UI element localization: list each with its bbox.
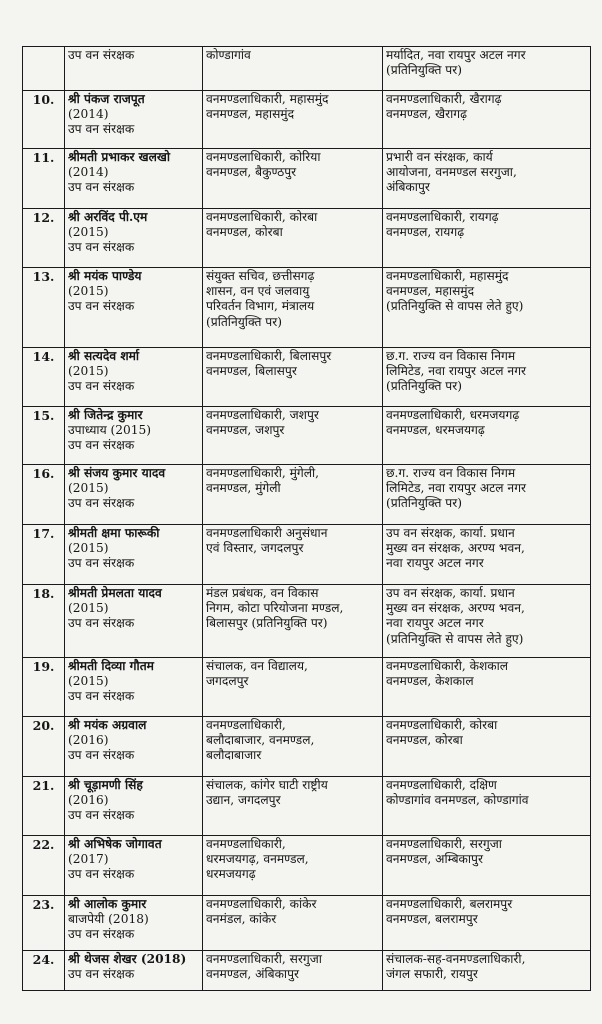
current-posting-line: वनमण्डलाधिकारी, कांकेर <box>206 897 317 911</box>
new-posting-line: वनमण्डल, कोरबा <box>386 733 463 748</box>
designation: उप वन संरक्षक <box>68 967 135 982</box>
serial-number: 16. <box>23 465 65 525</box>
transfer-table <box>22 46 591 991</box>
officer-name: श्री चूड़ामणी सिंह <box>68 778 143 792</box>
current-posting-line: वनमण्डलाधिकारी, जशपुर <box>206 408 319 422</box>
new-posting-cell <box>383 47 591 91</box>
officer-name: श्रीमती क्षमा फारूकी <box>68 526 160 540</box>
current-posting-line: वनमण्डल, अंबिकापुर <box>206 967 299 982</box>
designation: उप वन संरक्षक <box>68 689 135 704</box>
current-posting-line: वनमण्डलाधिकारी, महासमुंद <box>206 92 329 106</box>
officer-cell <box>65 348 203 407</box>
current-posting-line: वनमण्डलाधिकारी, सरगुजा <box>206 952 322 966</box>
officer-cell <box>65 209 203 268</box>
officer-batch: (2015) <box>68 364 109 379</box>
officer-batch: (2014) <box>68 107 109 122</box>
current-posting-cell <box>203 465 383 525</box>
officer-name: श्री मयंक पाण्डेय <box>68 269 142 283</box>
current-posting-cell <box>203 896 383 951</box>
current-posting-line: संचालक, वन विद्यालय, <box>206 659 308 673</box>
current-posting-line: शासन, वन एवं जलवायु <box>206 284 310 299</box>
table-row <box>23 836 591 896</box>
table-row <box>23 525 591 585</box>
table-row <box>23 951 591 991</box>
officer-cell <box>65 658 203 717</box>
current-posting-line: उद्यान, जगदलपुर <box>206 793 281 808</box>
designation: उप वन संरक्षक <box>68 808 135 823</box>
officer-batch: उपाध्याय (2015) <box>68 423 152 438</box>
current-posting-line: जगदलपुर <box>206 674 249 689</box>
serial-number: 21. <box>23 777 65 836</box>
designation: उप वन संरक्षक <box>68 299 135 314</box>
table-row <box>23 149 591 209</box>
officer-cell <box>65 149 203 209</box>
current-posting-cell <box>203 836 383 896</box>
new-posting-line: वनमण्डलाधिकारी, सरगुजा <box>386 837 502 851</box>
new-posting-line: वनमण्डलाधिकारी, धरमजयगढ़ <box>386 408 520 422</box>
serial-number: 13. <box>23 268 65 348</box>
new-posting-line: छ.ग. राज्य वन विकास निगम <box>386 466 516 480</box>
officer-name: श्री मयंक अग्रवाल <box>68 718 147 732</box>
new-posting-cell <box>383 717 591 777</box>
current-posting-cell <box>203 209 383 268</box>
new-posting-line: वनमण्डल, महासमुंद <box>386 284 475 299</box>
new-posting-line: मर्यादित, नवा रायपुर अटल नगर <box>386 48 526 62</box>
current-posting-cell <box>203 348 383 407</box>
officer-name: श्री अभिषेक जोगावत <box>68 837 162 851</box>
designation: उप वन संरक्षक <box>68 180 135 195</box>
new-posting-line: वनमण्डलाधिकारी, रायगढ़ <box>386 210 499 224</box>
serial-cell <box>23 47 65 91</box>
new-posting-line: वनमण्डलाधिकारी, कोरबा <box>386 718 498 732</box>
table-row <box>23 658 591 717</box>
officer-name: श्री सत्यदेव शर्मा <box>68 349 140 363</box>
new-posting-line: (प्रतिनियुक्ति से वापस लेते हुए) <box>386 299 524 314</box>
new-posting-cell <box>383 585 591 658</box>
officer-name: श्री जितेन्द्र कुमार <box>68 408 143 422</box>
serial-number: 20. <box>23 717 65 777</box>
officer-cell <box>65 525 203 585</box>
officer-batch: (2014) <box>68 165 109 180</box>
new-posting-line: (प्रतिनियुक्ति से वापस लेते हुए) <box>386 631 524 646</box>
new-posting-cell <box>383 348 591 407</box>
designation: उप वन संरक्षक <box>68 496 135 511</box>
serial-number: 14. <box>23 348 65 407</box>
officer-name: श्री पंकज राजपूत <box>68 92 145 106</box>
new-posting-line: उप वन संरक्षक, कार्या. प्रधान <box>386 526 515 540</box>
new-posting-line: (प्रतिनियुक्ति पर) <box>386 63 462 78</box>
new-posting-line: वनमण्डल, बलरामपुर <box>386 912 478 927</box>
officer-cell <box>65 268 203 348</box>
designation: उप वन संरक्षक <box>68 748 135 763</box>
current-posting-line: बलौदाबाजार <box>206 748 262 763</box>
current-posting-line: वनमण्डलाधिकारी, <box>206 718 286 732</box>
current-posting-line: वनमण्डलाधिकारी, मुंगेली, <box>206 466 320 480</box>
designation: उप वन संरक्षक <box>68 927 135 942</box>
current-posting-line: वनमण्डल, बैकुण्ठपुर <box>206 165 297 180</box>
table-row <box>23 585 591 658</box>
new-posting-line: आयोजना, वनमण्डल सरगुजा, <box>386 165 517 180</box>
new-posting-line: उप वन संरक्षक, कार्या. प्रधान <box>386 586 515 600</box>
new-posting-line: मुख्य वन संरक्षक, अरण्य भवन, <box>386 541 525 556</box>
current-posting-line: (प्रतिनियुक्ति पर) <box>206 314 282 329</box>
current-posting-line: एवं विस्तार, जगदलपुर <box>206 541 304 556</box>
officer-batch: बाजपेयी (2018) <box>68 912 149 927</box>
officer-cell <box>65 836 203 896</box>
current-posting-cell <box>203 658 383 717</box>
current-posting-line: धरमजयगढ़ <box>206 867 256 882</box>
new-posting-line: वनमण्डल, अम्बिकापुर <box>386 852 483 867</box>
new-posting-line: वनमण्डलाधिकारी, दक्षिण <box>386 778 497 792</box>
current-posting-cell <box>203 149 383 209</box>
officer-batch: (2015) <box>68 674 109 689</box>
officer-cell <box>65 91 203 149</box>
new-posting-line: वनमण्डल, धरमजयगढ़ <box>386 423 485 438</box>
new-posting-line: संचालक-सह-वनमण्डलाधिकारी, <box>386 952 526 966</box>
table-row <box>23 348 591 407</box>
new-posting-line: वनमण्डलाधिकारी, खैरागढ़ <box>386 92 502 106</box>
officer-name: श्रीमती प्रभाकर खलखो <box>68 150 171 164</box>
officer-name: श्रीमती दिव्या गौतम <box>68 659 154 673</box>
new-posting-cell <box>383 149 591 209</box>
serial-number: 10. <box>23 91 65 149</box>
officer-name: श्री थेजस शेखर (2018) <box>68 952 187 966</box>
current-posting-line: कोण्डागांव <box>206 48 251 62</box>
officer-name: श्री संजय कुमार यादव <box>68 466 166 480</box>
designation: उप वन संरक्षक <box>68 556 135 571</box>
current-posting-line: वनमण्डल, जशपुर <box>206 423 285 438</box>
officer-batch: (2015) <box>68 225 109 240</box>
officer-batch: (2016) <box>68 733 109 748</box>
current-posting-cell <box>203 268 383 348</box>
new-posting-line: वनमण्डलाधिकारी, महासमुंद <box>386 269 509 283</box>
new-posting-cell <box>383 836 591 896</box>
designation: उप वन संरक्षक <box>68 438 135 453</box>
current-posting-cell <box>203 407 383 465</box>
new-posting-line: वनमण्डलाधिकारी, बलरामपुर <box>386 897 513 911</box>
new-posting-cell <box>383 658 591 717</box>
table-row <box>23 465 591 525</box>
serial-number: 17. <box>23 525 65 585</box>
table-row-continued <box>23 47 591 91</box>
officer-cell <box>65 717 203 777</box>
serial-number: 23. <box>23 896 65 951</box>
officer-cell <box>65 407 203 465</box>
new-posting-cell <box>383 525 591 585</box>
serial-number: 15. <box>23 407 65 465</box>
new-posting-line: वनमण्डल, केशकाल <box>386 674 474 689</box>
officer-name: श्री आलोक कुमार <box>68 897 147 911</box>
new-posting-line: (प्रतिनियुक्ति पर) <box>386 379 462 394</box>
new-posting-line: वनमण्डल, खैरागढ़ <box>386 107 467 122</box>
current-posting-line: वनमण्डल, मुंगेली <box>206 481 281 496</box>
current-posting-line: वनमण्डलाधिकारी, बिलासपुर <box>206 349 332 363</box>
current-posting-line: बिलासपुर (प्रतिनियुक्ति पर) <box>206 616 328 631</box>
new-posting-line: वनमण्डलाधिकारी, केशकाल <box>386 659 509 673</box>
officer-cell <box>65 47 203 91</box>
table-row <box>23 407 591 465</box>
serial-number: 22. <box>23 836 65 896</box>
current-posting-cell <box>203 777 383 836</box>
current-posting-line: वनमण्डलाधिकारी, <box>206 837 286 851</box>
new-posting-line: जंगल सफारी, रायपुर <box>386 967 478 982</box>
table-row <box>23 268 591 348</box>
officer-name: श्रीमती प्रेमलता यादव <box>68 586 162 600</box>
new-posting-cell <box>383 951 591 991</box>
table-row <box>23 896 591 951</box>
officer-batch: (2015) <box>68 481 109 496</box>
officer-batch: (2015) <box>68 601 109 616</box>
officer-batch: (2016) <box>68 793 109 808</box>
current-posting-cell <box>203 47 383 91</box>
designation: उप वन संरक्षक <box>68 379 135 394</box>
serial-number: 11. <box>23 149 65 209</box>
current-posting-line: वनमण्डलाधिकारी अनुसंधान <box>206 526 328 540</box>
current-posting-cell <box>203 525 383 585</box>
current-posting-line: मंडल प्रबंधक, वन विकास <box>206 586 319 600</box>
officer-cell <box>65 465 203 525</box>
new-posting-line: छ.ग. राज्य वन विकास निगम <box>386 349 516 363</box>
current-posting-line: बलौदाबाजार, वनमण्डल, <box>206 733 315 748</box>
officer-cell <box>65 951 203 991</box>
table-row <box>23 717 591 777</box>
current-posting-line: वनमण्डल, कोरबा <box>206 225 283 240</box>
new-posting-cell <box>383 896 591 951</box>
new-posting-cell <box>383 407 591 465</box>
table-row <box>23 209 591 268</box>
current-posting-line: निगम, कोटा परियोजना मण्डल, <box>206 601 344 616</box>
officer-batch: (2015) <box>68 541 109 556</box>
officer-name: श्री अरविंद पी.एम <box>68 210 148 224</box>
new-posting-line: मुख्य वन संरक्षक, अरण्य भवन, <box>386 601 525 616</box>
new-posting-line: वनमण्डल, रायगढ़ <box>386 225 465 240</box>
new-posting-line: प्रभारी वन संरक्षक, कार्य <box>386 150 493 164</box>
current-posting-line: धरमजयगढ़, वनमण्डल, <box>206 852 309 867</box>
new-posting-cell <box>383 268 591 348</box>
current-posting-line: वनमण्डल, बिलासपुर <box>206 364 297 379</box>
current-posting-cell <box>203 585 383 658</box>
current-posting-line: वनमण्डलाधिकारी, कोरबा <box>206 210 318 224</box>
serial-number: 19. <box>23 658 65 717</box>
current-posting-line: संचालक, कांगेर घाटी राष्ट्रीय <box>206 778 328 792</box>
current-posting-line: परिवर्तन विभाग, मंत्रालय <box>206 299 315 314</box>
new-posting-line: (प्रतिनियुक्ति पर) <box>386 496 462 511</box>
designation: उप वन संरक्षक <box>68 616 135 631</box>
current-posting-cell <box>203 717 383 777</box>
officer-cell <box>65 777 203 836</box>
table-row <box>23 777 591 836</box>
table-body <box>23 47 591 991</box>
new-posting-line: नवा रायपुर अटल नगर <box>386 616 484 631</box>
current-posting-cell <box>203 951 383 991</box>
new-posting-line: लिमिटेड, नवा रायपुर अटल नगर <box>386 481 527 496</box>
designation: उप वन संरक्षक <box>68 240 135 255</box>
new-posting-line: लिमिटेड, नवा रायपुर अटल नगर <box>386 364 527 379</box>
current-posting-line: वनमंडल, कांकेर <box>206 912 277 927</box>
current-posting-line: संयुक्त सचिव, छत्तीसगढ़ <box>206 269 315 283</box>
serial-number: 24. <box>23 951 65 991</box>
serial-number: 18. <box>23 585 65 658</box>
new-posting-cell <box>383 209 591 268</box>
current-posting-line: वनमण्डलाधिकारी, कोरिया <box>206 150 321 164</box>
new-posting-line: नवा रायपुर अटल नगर <box>386 556 484 571</box>
designation: उप वन संरक्षक <box>68 122 135 137</box>
serial-number: 12. <box>23 209 65 268</box>
table-row <box>23 91 591 149</box>
new-posting-cell <box>383 465 591 525</box>
officer-batch: (2015) <box>68 284 109 299</box>
designation: उप वन संरक्षक <box>68 48 135 62</box>
officer-cell <box>65 896 203 951</box>
officer-cell <box>65 585 203 658</box>
new-posting-line: कोण्डागांव वनमण्डल, कोण्डागांव <box>386 793 529 808</box>
officer-batch: (2017) <box>68 852 109 867</box>
new-posting-cell <box>383 91 591 149</box>
current-posting-cell <box>203 91 383 149</box>
designation: उप वन संरक्षक <box>68 867 135 882</box>
current-posting-line: वनमण्डल, महासमुंद <box>206 107 295 122</box>
new-posting-cell <box>383 777 591 836</box>
new-posting-line: अंबिकापुर <box>386 180 430 195</box>
